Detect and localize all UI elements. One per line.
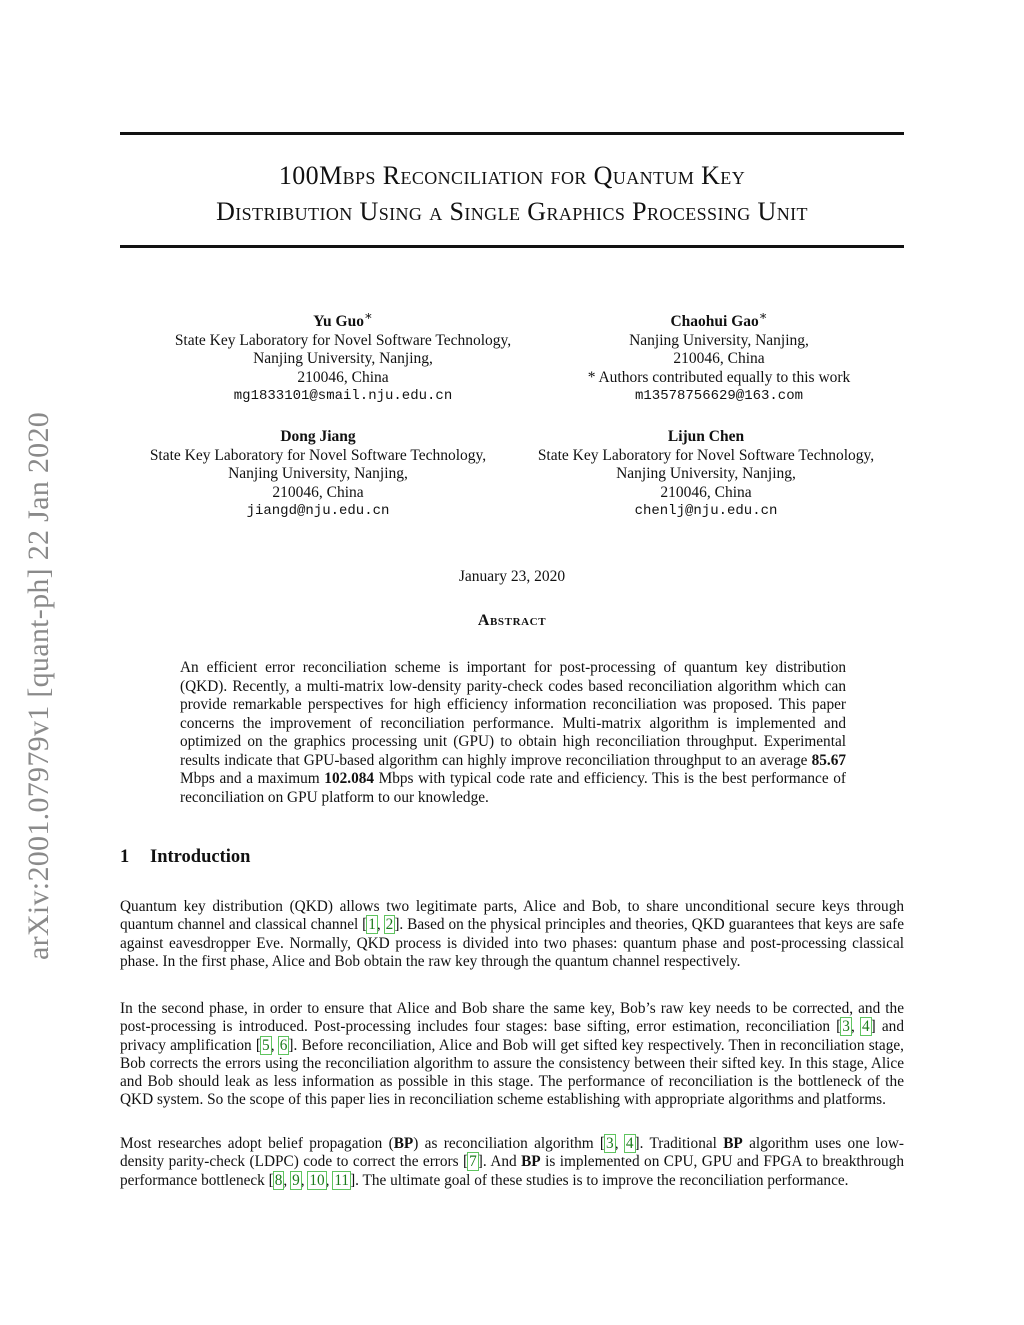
author-affiliation: 210046, China (297, 368, 389, 386)
author-affiliation: State Key Laboratory for Novel Software Technology, (174, 331, 512, 349)
author-affiliation: 210046, China (660, 483, 752, 501)
author-block-lijun-chen (486, 428, 926, 521)
author-affiliation: State Key Laboratory for Novel Software Technology, (537, 446, 875, 464)
citation-link[interactable]: 5 (262, 1036, 270, 1054)
bp-term: BP (723, 1135, 743, 1152)
citation-link[interactable]: 4 (625, 1135, 634, 1152)
author-name: Yu Guo (313, 313, 364, 331)
citation-link[interactable]: 10 (309, 1171, 325, 1189)
arxiv-identifier-stamp: arXiv:2001.07979v1 [quant-ph] 22 Jan 2020 (22, 411, 55, 960)
author-name: Lijun Chen (667, 428, 745, 445)
author-affiliation: 210046, China (272, 483, 364, 501)
author-email[interactable]: m13578756629@163.com (634, 388, 804, 405)
author-affiliation: State Key Laboratory for Novel Software Technology, (149, 446, 487, 464)
citation-link[interactable]: 8 (274, 1171, 283, 1189)
author-block-dong-jiang (98, 428, 538, 521)
citation-link[interactable]: 1 (368, 916, 376, 934)
paper-title (120, 158, 904, 230)
author-block-chaohui-gao (499, 307, 939, 406)
section-heading-introduction (120, 847, 904, 868)
title-bottom-rule (120, 245, 904, 248)
equal-contribution-mark: ∗ (758, 308, 768, 323)
author-affiliation: Nanjing University, Nanjing, (228, 465, 408, 482)
author-affiliation: Nanjing University, Nanjing, (253, 350, 433, 368)
intro-paragraph-1: Quantum key distribution (QKD) allows two legitimate parts, Alice and Bob, to share unconditional secure keys through quantum channel and classical channel [1, 2]. Based on the physical principles and theories, QKD guarantees that keys are safe against eavesdropper Eve. Normally, QKD process is divided into two phases: quantum phase and post-processing classical phase. In the first phase, Alice and Bob obtain the raw key through the quantum channel respectively. (120, 898, 904, 970)
author-affiliation: Nanjing University, Nanjing, (616, 465, 796, 482)
citation-link[interactable]: 6 (279, 1036, 288, 1054)
publication-date: January 23, 2020 (458, 568, 566, 585)
citation-link[interactable]: 4 (861, 1018, 870, 1036)
author-name: Dong Jiang (280, 428, 356, 445)
title-line-2: Distribution Using a Single Graphics Processing Unit (216, 197, 808, 226)
author-affiliation: 210046, China (673, 350, 765, 368)
bp-term: BP (521, 1153, 541, 1171)
equal-contribution-mark: ∗ (363, 308, 373, 323)
bp-term: BP (393, 1135, 414, 1152)
abstract-heading: Abstract (477, 612, 547, 629)
title-line-1: 100Mbps Reconciliation for Quantum Key (278, 161, 746, 190)
citation-link[interactable]: 3 (606, 1135, 614, 1152)
author-block-yu-guo (123, 307, 563, 406)
section-number: 1 (120, 847, 130, 867)
title-top-rule (120, 132, 904, 135)
intro-paragraph-2: In the second phase, in order to ensure that Alice and Bob share the same key, Bob’s raw key needs to be corrected, and the post-processing is introduced. Post-processing includes four stages: base sifting, error estimation, reconciliation [3, 4] and privacy amplification [5, 6]. Before reconciliation, Alice and Bob will get sifted key respectively. Then in reconciliation stage, Bob corrects the errors using the reconciliation algorithm to assure the consistency between their sifted key. In this stage, Alice and Bob should leak as less information as possible in this stage. The performance of reconciliation is the bottleneck of the QKD system. So the scope of this paper lies in reconciliation scheme establishing with appropriate algorithms and platforms. (120, 1000, 904, 1109)
author-affiliation: Nanjing University, Nanjing, (629, 331, 809, 349)
intro-paragraph-3: Most researches adopt belief propagation (BP) as reconciliation algorithm [3, 4]. Traditional BP algorithm uses one low-density parity-check (LDPC) code to correct the errors [7]. And BP is implemented on CPU, GPU and FPGA to breakthrough performance bottleneck [8, 9, 10, 11]. The ultimate goal of these studies is to improve the reconciliation performance. (120, 1135, 904, 1189)
author-footnote: * Authors contributed equally to this work (587, 368, 851, 386)
maximum-throughput-value: 102.084 (324, 770, 375, 787)
citation-link[interactable]: 7 (469, 1153, 477, 1171)
citation-link[interactable]: 2 (385, 916, 394, 934)
author-name: Chaohui Gao (670, 313, 759, 331)
author-email[interactable]: jiangd@nju.edu.cn (246, 503, 390, 519)
average-throughput-value: 85.67 (811, 751, 846, 769)
author-email[interactable]: mg1833101@smail.nju.edu.cn (233, 388, 453, 405)
section-title: Introduction (150, 847, 251, 867)
citation-link[interactable]: 9 (292, 1171, 300, 1189)
citation-link[interactable]: 11 (334, 1171, 350, 1189)
citation-link[interactable]: 3 (842, 1018, 850, 1036)
abstract-text: An efficient error reconciliation scheme is important for post-processing of quantum key distribution (QKD). Recently, a multi-matrix low-density parity-check codes based reconciliation algorithm which can provide remarkable perspectives for high efficiency information reconciliation was proposed. This paper concerns the improvement of reconciliation performance. Multi-matrix algorithm is implemented and optimized on the graphics processing unit (GPU) to obtain high reconciliation throughput. Experimental results indicate that GPU-based algorithm can highly improve reconciliation throughput to an average 85.67 Mbps and a maximum 102.084 Mbps with typical code rate and efficiency. This is the best performance of reconciliation on GPU platform to our knowledge. (180, 659, 846, 806)
author-email[interactable]: chenlj@nju.edu.cn (634, 503, 778, 519)
